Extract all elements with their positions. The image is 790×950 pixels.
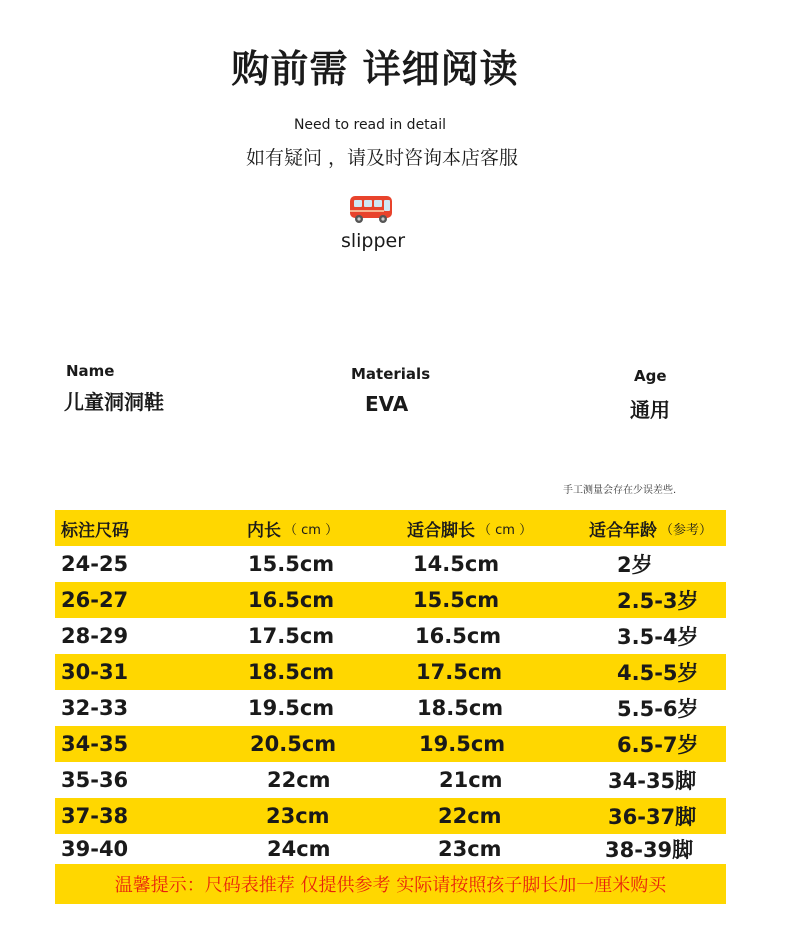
cell-inner-length: 19.5cm <box>248 696 335 720</box>
header-inner-length: 内长 （ cm ） <box>247 520 339 541</box>
cell-size: 32-33 <box>61 696 129 720</box>
header-foot-length: 适合脚长 （ cm ） <box>407 520 533 541</box>
subtitle-chinese: 如有疑问 ，请及时咨询本店客服 <box>245 147 519 169</box>
cell-size: 24-25 <box>61 552 129 576</box>
cell-age: 38-39脚 <box>605 838 694 862</box>
cell-inner-length: 18.5cm <box>248 660 335 684</box>
cell-foot-length: 15.5cm <box>413 588 500 612</box>
cell-inner-length: 24cm <box>267 837 331 861</box>
cell-foot-length: 23cm <box>438 837 502 861</box>
name-value: 儿童洞洞鞋 <box>64 390 164 414</box>
header-age: 适合年龄 （参考） <box>589 520 713 541</box>
cell-inner-length: 16.5cm <box>248 588 335 612</box>
size-table <box>55 510 726 904</box>
product-type-label: slipper <box>340 230 406 252</box>
cell-foot-length: 21cm <box>439 768 503 792</box>
bus-icon <box>348 193 394 225</box>
table-row <box>55 798 726 834</box>
cell-age: 5.5-6岁 <box>617 697 699 721</box>
table-row <box>55 546 726 582</box>
cell-age: 4.5-5岁 <box>617 661 699 685</box>
cell-age: 34-35脚 <box>608 769 697 793</box>
table-row <box>55 762 726 798</box>
cell-size: 35-36 <box>61 768 129 792</box>
name-label: Name <box>66 362 115 380</box>
materials-value: EVA <box>365 392 409 416</box>
age-value: 通用 <box>630 398 670 422</box>
table-row <box>55 726 726 762</box>
age-label: Age <box>634 367 667 385</box>
cell-size: 30-31 <box>61 660 129 684</box>
table-header <box>55 510 726 546</box>
header-size: 标注尺码 <box>61 520 129 541</box>
cell-size: 28-29 <box>61 624 129 648</box>
cell-foot-length: 19.5cm <box>419 732 506 756</box>
table-row <box>55 834 726 864</box>
cell-foot-length: 22cm <box>438 804 502 828</box>
materials-label: Materials <box>351 365 431 383</box>
table-row <box>55 690 726 726</box>
table-row <box>55 618 726 654</box>
cell-inner-length: 23cm <box>266 804 330 828</box>
cell-size: 37-38 <box>61 804 129 828</box>
cell-inner-length: 17.5cm <box>248 624 335 648</box>
cell-size: 26-27 <box>61 588 129 612</box>
cell-age: 2.5-3岁 <box>617 589 699 613</box>
cell-inner-length: 15.5cm <box>248 552 335 576</box>
subtitle-english: Need to read in detail <box>293 117 447 133</box>
table-row <box>55 654 726 690</box>
cell-age: 36-37脚 <box>608 805 697 829</box>
cell-inner-length: 22cm <box>267 768 331 792</box>
cell-age: 3.5-4岁 <box>617 625 699 649</box>
cell-size: 34-35 <box>61 732 129 756</box>
cell-foot-length: 14.5cm <box>413 552 500 576</box>
cell-inner-length: 20.5cm <box>250 732 337 756</box>
cell-age: 6.5-7岁 <box>617 733 699 757</box>
cell-foot-length: 17.5cm <box>416 660 503 684</box>
cell-size: 39-40 <box>61 837 129 861</box>
cell-foot-length: 16.5cm <box>415 624 502 648</box>
cell-age: 2岁 <box>617 553 653 577</box>
cell-foot-length: 18.5cm <box>417 696 504 720</box>
measurement-note: 手工测量会存在少误差些. <box>563 485 677 496</box>
page-title: 购前需 详细阅读 <box>231 47 519 91</box>
table-row <box>55 582 726 618</box>
size-tip-footer: 温馨提示：尺码表推荐 仅提供参考 实际请按照孩子脚长加一厘米购买 <box>55 864 726 904</box>
